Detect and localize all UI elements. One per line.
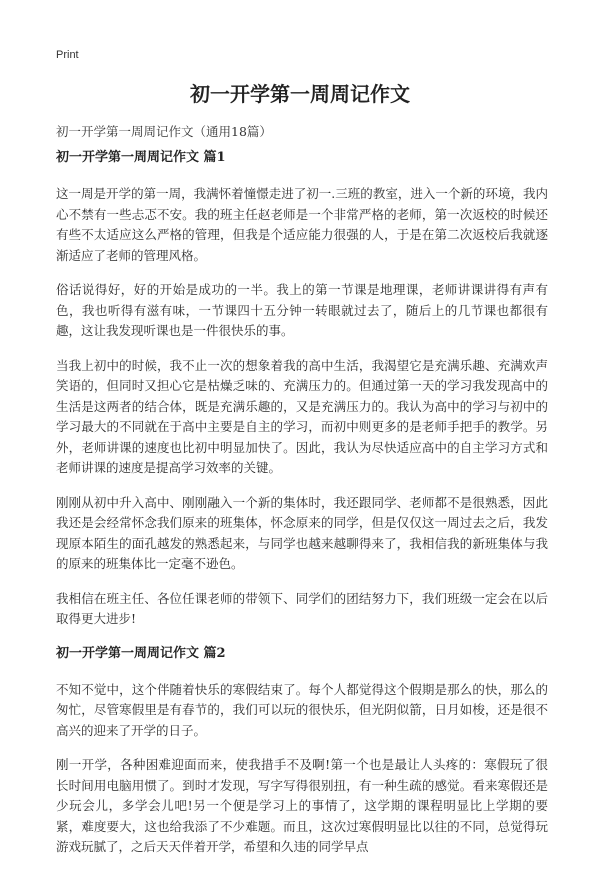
section-1 (56, 148, 548, 630)
paragraph: 当我上初中的时候，我不止一次的想象着我的高中生活，我渴望它是充满乐趣、充满欢声笑语的，但同时又担心它是枯燥乏味的、充满压力的。但通过第一天的学习我发现高中的生活是这两者的结合体，既是充满乐趣的，又是充满压力的。我认为高中的学习与初中的学习最大的不同就在于高中主要是自主的学习，而初中则更多的是老师手把手的教学。另外，老师讲课的速度也比初中明显加快了。因此，我认为尽快适应高中的自主学习方式和老师讲课的速度是提高学习效率的关键。 (56, 357, 548, 475)
document-title: 初一开学第一周周记作文 (190, 82, 410, 106)
print-link[interactable]: Print (56, 49, 79, 61)
paragraph: 我相信在班主任、各位任课老师的带领下、同学们的团结努力下，我们班级一定会在以后取得更大进步! (56, 590, 548, 626)
paragraph: 这一周是开学的第一周，我满怀着憧憬走进了初一.三班的教室，进入一个新的环境，我内心不禁有一些忐忑不安。我的班主任赵老师是一个非常严格的老师，第一次返校的时候还有些不太适应这么严格的管理，但我是个适应能力很强的人，于是在第二次返校后我就逐渐适应了老师的管理风格。 (56, 186, 548, 263)
paragraph: 刚一开学，各种困难迎面而来，使我措手不及啊!第一个也是最让人头疼的：寒假玩了很长时间用电脑用惯了。到时才发现，写字写得很别扭，有一种生疏的感觉。看来寒假还是少玩会儿，多学会儿吧!另一个便是学习上的事情了，这学期的课程明显比上学期的要紧，难度要大，这也给我添了不少难题。而且，这次过寒假明显比以往的不同，总觉得玩游戏玩腻了，之后天天伴着开学，希望和久违的同学早点 (56, 757, 548, 854)
paragraph: 俗话说得好，好的开始是成功的一半。我上的第一节课是地理课，老师讲课讲得有声有色，我也听得有滋有味，一节课四十五分钟一转眼就过去了，随后上的几节课也都很有趣，这让我发现听课也是一件很快乐的事。 (56, 282, 548, 338)
paragraph: 刚刚从初中升入高中、刚刚融入一个新的集体时，我还跟同学、老师都不是很熟悉，因此我还是会经常怀念我们原来的班集体，怀念原来的同学，但是仅仅这一周过去之后，我发现原本陌生的面孔越发的熟悉起来，与同学也越来越聊得来了，我相信我的新班集体与我的原来的班集体比一定毫不逊色。 (56, 494, 548, 571)
section-2 (56, 644, 548, 858)
document-body (56, 148, 548, 872)
document-subtitle: 初一开学第一周周记作文（通用18篇） (56, 124, 272, 139)
paragraph: 不知不觉中，这个伴随着快乐的寒假结束了。每个人都觉得这个假期是那么的快，那么的匆忙，尽管寒假里是有春节的，我们可以玩的很快乐，但光阴似箭，日月如梭，还是很不高兴的迎来了开学的日子。 (56, 681, 548, 738)
section-heading: 初一开学第一周周记作文 篇1 (56, 150, 226, 165)
section-heading: 初一开学第一周周记作文 篇2 (56, 645, 226, 661)
